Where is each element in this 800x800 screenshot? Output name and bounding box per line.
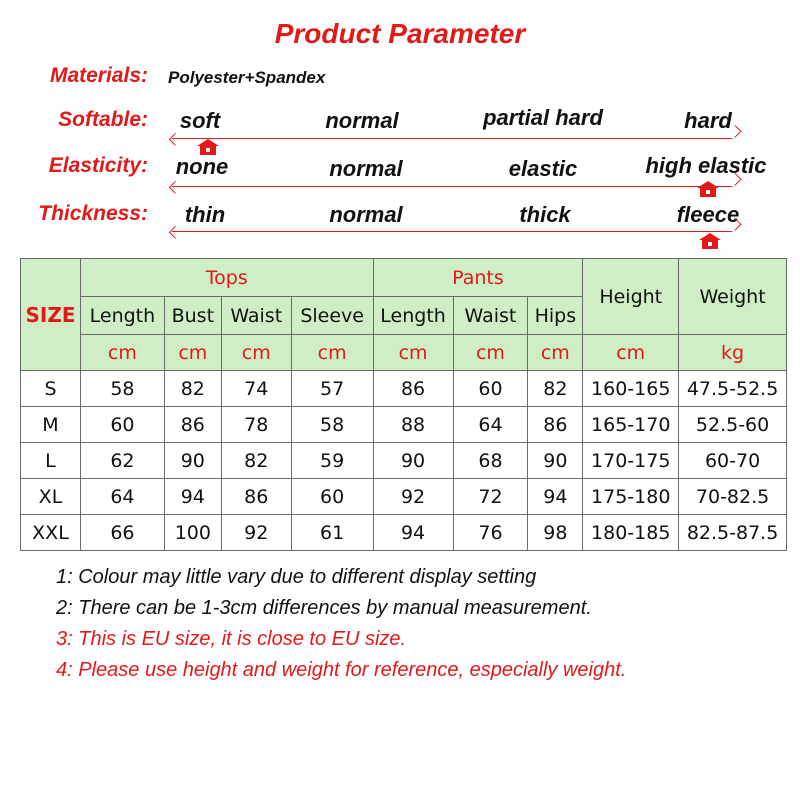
unit-cell: cm <box>583 335 679 371</box>
materials-value: Polyester+Spandex <box>168 68 326 87</box>
table-cell: 64 <box>453 407 528 443</box>
table-row <box>21 371 787 407</box>
table-cell: 60-70 <box>679 443 787 479</box>
table-row <box>21 479 787 515</box>
size-cell: S <box>21 371 81 407</box>
thickness-option-fleece: fleece <box>676 202 740 227</box>
table-cell: 94 <box>164 479 221 515</box>
thickness-option-normal: normal <box>329 202 403 227</box>
table-cell: 98 <box>528 515 583 551</box>
table-row <box>21 443 787 479</box>
thickness-selected-marker-icon <box>699 233 721 249</box>
table-cell: 82 <box>528 371 583 407</box>
note-item: 2: There can be 1-3cm differences by manual measurement. <box>56 597 592 619</box>
table-cell: 90 <box>373 443 453 479</box>
table-row <box>21 515 787 551</box>
elasticity-option-elastic: elastic <box>508 156 578 181</box>
size-cell: XXL <box>21 515 81 551</box>
pants-group-header: Pants <box>373 259 583 297</box>
table-cell: 47.5-52.5 <box>679 371 787 407</box>
unit-cell: cm <box>80 335 164 371</box>
unit-cell: kg <box>679 335 787 371</box>
table-cell: 70-82.5 <box>679 479 787 515</box>
table-cell: 94 <box>528 479 583 515</box>
table-cell: 59 <box>291 443 373 479</box>
softable-scale-line <box>172 138 732 139</box>
note-item: 1: Colour may little vary due to different display setting <box>56 566 537 588</box>
table-cell: 92 <box>221 515 291 551</box>
column-header: Length <box>80 297 164 335</box>
table-cell: 90 <box>528 443 583 479</box>
unit-cell: cm <box>528 335 583 371</box>
elasticity-option-normal: normal <box>329 156 403 181</box>
table-cell: 58 <box>291 407 373 443</box>
weight-header: Weight <box>679 259 787 335</box>
softable-option-hard: hard <box>684 108 732 133</box>
table-cell: 72 <box>453 479 528 515</box>
table-cell: 57 <box>291 371 373 407</box>
softable-selected-marker-icon <box>197 139 219 155</box>
table-cell: 66 <box>80 515 164 551</box>
unit-cell: cm <box>291 335 373 371</box>
elasticity-option-none: none <box>175 154 229 179</box>
size-chart-table <box>20 258 787 551</box>
table-cell: 61 <box>291 515 373 551</box>
unit-cell: cm <box>164 335 221 371</box>
table-cell: 82 <box>164 371 221 407</box>
table-cell: 68 <box>453 443 528 479</box>
table-row <box>21 407 787 443</box>
table-cell: 64 <box>80 479 164 515</box>
table-cell: 82 <box>221 443 291 479</box>
unit-cell: cm <box>373 335 453 371</box>
thickness-scale-line <box>172 231 732 232</box>
table-cell: 52.5-60 <box>679 407 787 443</box>
table-cell: 60 <box>291 479 373 515</box>
notes-list <box>56 562 626 686</box>
thickness-option-thick: thick <box>519 202 571 227</box>
size-cell: XL <box>21 479 81 515</box>
elasticity-label: Elasticity: <box>48 154 148 177</box>
table-cell: 94 <box>373 515 453 551</box>
table-cell: 60 <box>80 407 164 443</box>
height-header: Height <box>583 259 679 335</box>
table-cell: 92 <box>373 479 453 515</box>
column-header: Length <box>373 297 453 335</box>
table-cell: 160-165 <box>583 371 679 407</box>
note-item: 4: Please use height and weight for reference, especially weight. <box>56 659 627 681</box>
table-cell: 78 <box>221 407 291 443</box>
unit-cell: cm <box>221 335 291 371</box>
thickness-option-thin: thin <box>184 202 226 227</box>
page-title: Product Parameter <box>274 18 526 49</box>
table-cell: 165-170 <box>583 407 679 443</box>
table-cell: 170-175 <box>583 443 679 479</box>
note-item: 3: This is EU size, it is close to EU size. <box>56 628 407 650</box>
column-header: Waist <box>221 297 291 335</box>
table-cell: 86 <box>528 407 583 443</box>
materials-label: Materials: <box>49 64 148 87</box>
table-cell: 76 <box>453 515 528 551</box>
table-cell: 58 <box>80 371 164 407</box>
softable-option-soft: soft <box>179 108 221 133</box>
tops-group-header: Tops <box>80 259 373 297</box>
table-cell: 82.5-87.5 <box>679 515 787 551</box>
unit-cell: cm <box>453 335 528 371</box>
table-cell: 60 <box>453 371 528 407</box>
table-cell: 175-180 <box>583 479 679 515</box>
table-cell: 74 <box>221 371 291 407</box>
column-header: Hips <box>528 297 583 335</box>
softable-option-normal: normal <box>325 108 399 133</box>
size-cell: L <box>21 443 81 479</box>
table-cell: 180-185 <box>583 515 679 551</box>
column-header: Waist <box>453 297 528 335</box>
table-cell: 100 <box>164 515 221 551</box>
elasticity-scale-line <box>172 186 732 187</box>
table-cell: 86 <box>164 407 221 443</box>
size-cell: M <box>21 407 81 443</box>
table-cell: 62 <box>80 443 164 479</box>
table-cell: 90 <box>164 443 221 479</box>
table-cell: 88 <box>373 407 453 443</box>
elasticity-selected-marker-icon <box>697 181 719 197</box>
table-cell: 86 <box>373 371 453 407</box>
size-header: SIZE <box>21 259 81 371</box>
thickness-label: Thickness: <box>38 202 148 225</box>
column-header: Bust <box>164 297 221 335</box>
table-cell: 86 <box>221 479 291 515</box>
elasticity-option-high-elastic: high elastic <box>645 153 767 178</box>
column-header: Sleeve <box>291 297 373 335</box>
softable-label: Softable: <box>58 108 148 131</box>
softable-option-partial-hard: partial hard <box>483 105 603 130</box>
